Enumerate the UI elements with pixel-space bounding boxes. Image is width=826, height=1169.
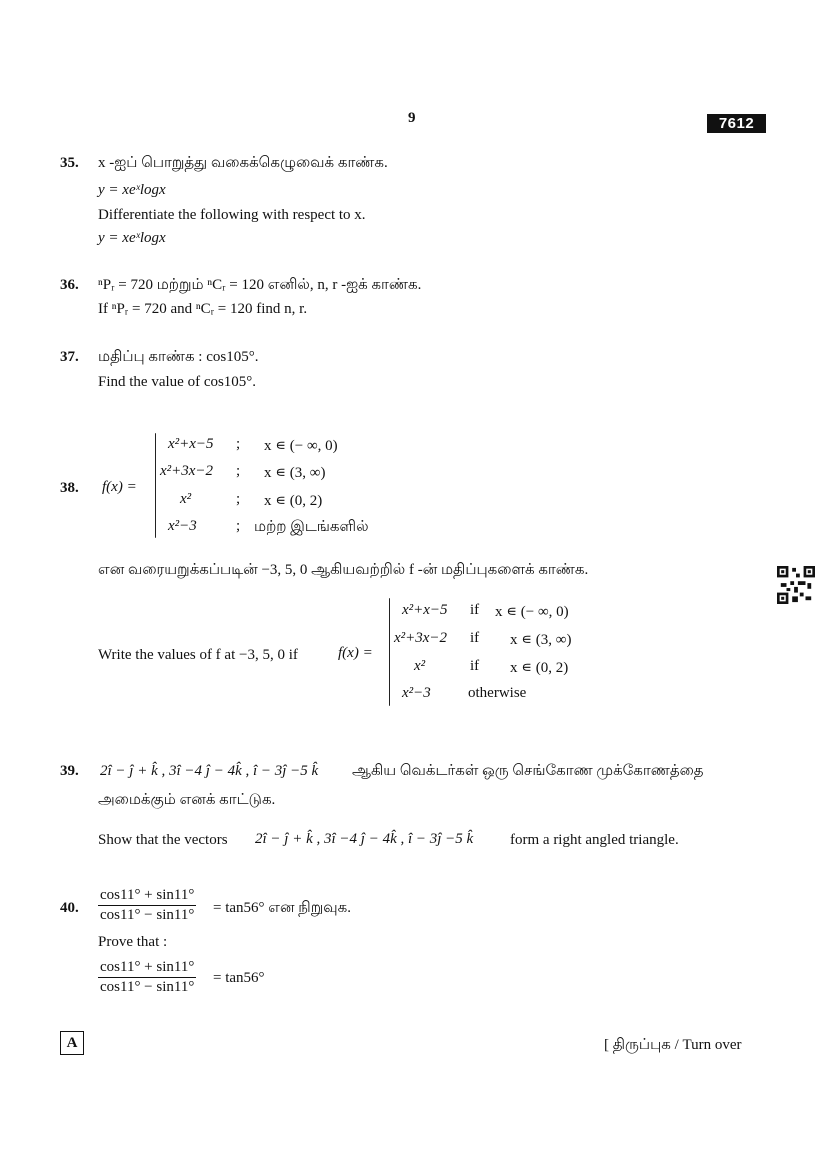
qr-code-icon: [776, 566, 816, 604]
question-39-english-pre: Show that the vectors: [98, 832, 228, 848]
fraction-en: [98, 959, 196, 996]
paper-code-badge: 7612: [707, 114, 766, 133]
case-separator: if: [470, 630, 480, 646]
page-number: 9: [408, 110, 416, 126]
case-separator: ;: [236, 518, 241, 534]
fraction-denominator: cos11° − sin11°: [100, 907, 195, 923]
fraction: [98, 887, 196, 924]
question-35-english: Differentiate the following with respect to x.: [98, 207, 366, 223]
question-39-vectors: 2î − ĵ + k̂ , 3î −4 ĵ − 4k̂ , î − 3ĵ −5 k̂: [100, 763, 319, 779]
function-label-en: f(x) =: [338, 645, 373, 661]
case-separator: if: [470, 602, 480, 618]
case-expression: x²+x−5: [168, 436, 214, 452]
question-number: 37.: [60, 349, 79, 365]
question-number: 40.: [60, 900, 79, 916]
question-35-expression: y = xeˣlogx: [98, 182, 166, 198]
question-38-english-lead: Write the values of f at −3, 5, 0 if: [98, 647, 298, 663]
question-39-tamil-line1: ஆகிய வெக்டர்கள் ஒரு செங்கோண முக்கோணத்தை: [352, 763, 704, 779]
piecewise-brace: [155, 433, 156, 538]
question-35-tamil: x -ஐப் பொறுத்து வகைக்கெழுவைக் காண்க.: [98, 155, 388, 171]
case-condition: x ∊ (3, ∞): [264, 465, 326, 481]
question-37-english: Find the value of cos105°.: [98, 374, 257, 390]
case-separator: ;: [236, 436, 241, 452]
question-40-english-rhs: = tan56°: [213, 970, 265, 986]
case-expression: x²+3x−2: [160, 463, 214, 479]
question-number: 35.: [60, 155, 79, 171]
case-expression: x²−3: [402, 685, 431, 701]
case-separator: if: [470, 658, 480, 674]
question-36-tamil: ⁿPᵣ = 720 மற்றும் ⁿCᵣ = 120 எனில், n, r -ஐக் காண்க.: [98, 277, 422, 293]
case-expression: x²: [414, 658, 426, 674]
question-40-prove: Prove that :: [98, 934, 168, 950]
case-expression: x²: [180, 491, 192, 507]
fraction-numerator: cos11° + sin11°: [98, 959, 196, 978]
case-condition: x ∊ (3, ∞): [510, 632, 572, 648]
case-separator: ;: [236, 463, 241, 479]
question-37-tamil: மதிப்பு காண்க : cos105°.: [98, 349, 259, 365]
question-number: 38.: [60, 480, 79, 496]
turn-over-label: [ திருப்புக / Turn over: [604, 1037, 742, 1053]
question-35-expression-en: y = xeˣlogx: [98, 230, 166, 246]
case-expression: x²−3: [168, 518, 197, 534]
question-39-vectors-en: 2î − ĵ + k̂ , 3î −4 ĵ − 4k̂ , î − 3ĵ −5 k̂: [255, 831, 474, 847]
question-40-tamil: = tan56° என நிறுவுக.: [213, 900, 351, 916]
case-expression: x²+x−5: [402, 602, 448, 618]
case-expression: x²+3x−2: [394, 630, 448, 646]
section-marker: A: [60, 1031, 84, 1055]
question-38-tamil: என வரையறுக்கப்படின் −3, 5, 0 ஆகியவற்றில் f -ன் மதிப்புகளைக் காண்க.: [98, 562, 589, 578]
case-condition: x ∊ (0, 2): [264, 493, 323, 509]
question-number: 36.: [60, 277, 79, 293]
case-condition: x ∊ (− ∞, 0): [264, 438, 338, 454]
piecewise-brace-en: [389, 598, 390, 706]
question-39-tamil-line2: அமைக்கும் எனக் காட்டுக.: [98, 792, 276, 808]
case-separator: ;: [236, 491, 241, 507]
case-condition: x ∊ (0, 2): [510, 660, 569, 676]
function-label: f(x) =: [102, 479, 137, 495]
case-condition: மற்ற இடங்களில்: [254, 519, 369, 535]
case-condition: x ∊ (− ∞, 0): [495, 604, 569, 620]
case-condition: otherwise: [468, 685, 527, 701]
question-number: 39.: [60, 763, 79, 779]
fraction-numerator: cos11° + sin11°: [98, 887, 196, 906]
question-36-english: If ⁿPᵣ = 720 and ⁿCᵣ = 120 find n, r.: [98, 301, 308, 317]
fraction-denominator: cos11° − sin11°: [100, 979, 195, 995]
question-39-english-post: form a right angled triangle.: [510, 832, 679, 848]
